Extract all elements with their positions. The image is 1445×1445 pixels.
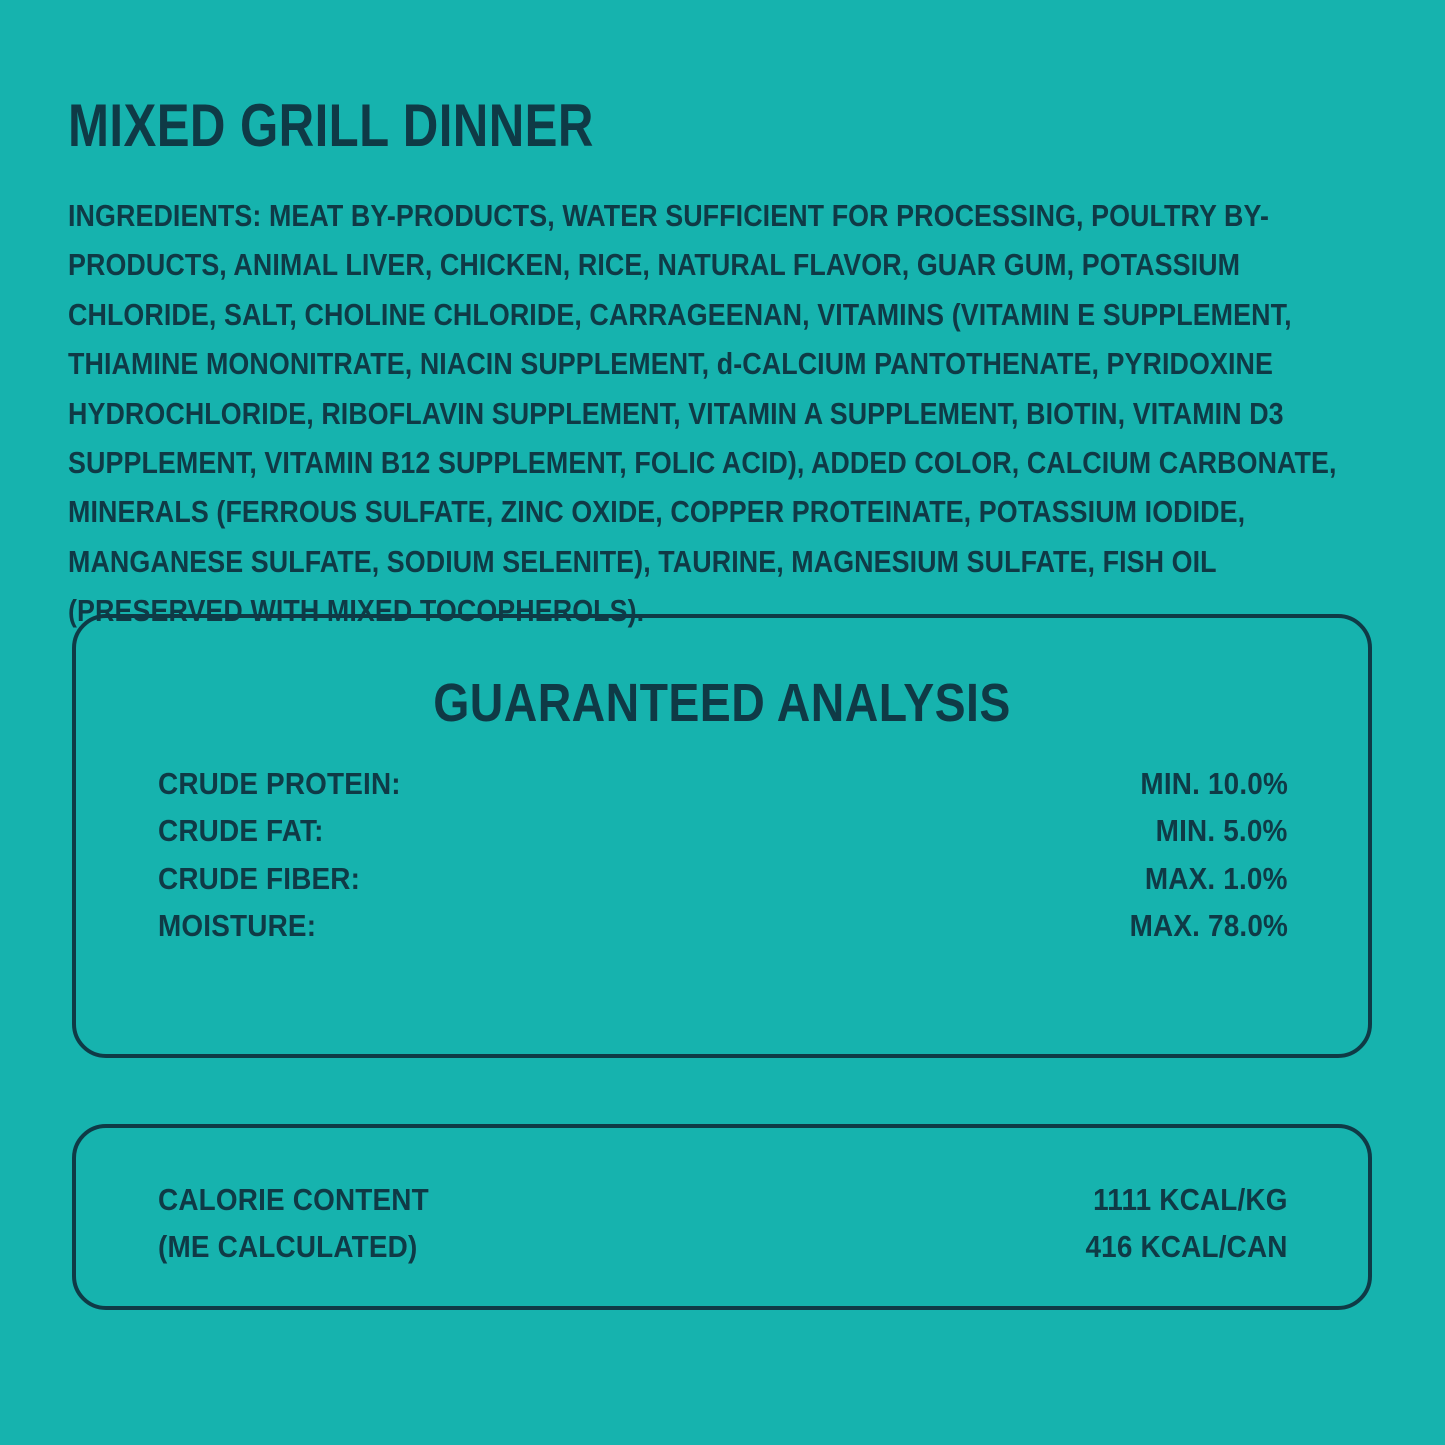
calorie-content-value-line1: 1111 KCAL/KG bbox=[1093, 1182, 1288, 1217]
table-row bbox=[158, 902, 1288, 949]
calorie-content-label bbox=[158, 1176, 429, 1270]
calorie-content-value-line2: 416 KCAL/CAN bbox=[1085, 1229, 1288, 1265]
nutrient-value: MAX. 78.0% bbox=[1129, 908, 1288, 944]
table-row bbox=[158, 855, 1288, 902]
nutrient-value: MAX. 1.0% bbox=[1145, 860, 1288, 896]
calorie-content-label-line1: CALORIE CONTENT bbox=[158, 1182, 429, 1217]
calorie-content-label-line2: (ME CALCULATED) bbox=[158, 1229, 418, 1265]
ingredients-text: INGREDIENTS: MEAT BY-PRODUCTS, WATER SUFFICIENT FOR PROCESSING, POULTRY BY-PRODUCTS, ANIMAL LIVER, CHICKEN, RICE, NATURAL FLAVOR, GUAR GUM, POTASSIUM CHLORIDE, SALT, CHOLINE CHLORIDE, CARRAGEENAN, VITAMINS (VITAMIN E SUPPLEMENT, THIAMINE MONONITRATE, NIACIN SUPPLEMENT, d-CALCIUM PANTOTHENATE, PYRIDOXINE HYDROCHLORIDE, RIBOFLAVIN SUPPLEMENT, VITAMIN A SUPPLEMENT, BIOTIN, VITAMIN D3 SUPPLEMENT, VITAMIN B12 SUPPLEMENT, FOLIC ACID), ADDED COLOR, CALCIUM CARBONATE, MINERALS (FERROUS SULFATE, ZINC OXIDE, COPPER PROTEINATE, POTASSIUM IODIDE, MANGANESE SULFATE, SODIUM SELENITE), TAURINE, MAGNESIUM SULFATE, FISH OIL (PRESERVED WITH MIXED TOCOPHEROLS). bbox=[68, 199, 1337, 629]
nutrient-label: CRUDE FIBER: bbox=[158, 860, 361, 896]
guaranteed-analysis-panel bbox=[72, 614, 1372, 1058]
nutrient-value: MIN. 10.0% bbox=[1140, 766, 1288, 801]
calorie-content-value bbox=[1086, 1176, 1288, 1270]
guaranteed-analysis-title: GUARANTEED ANALYSIS bbox=[433, 673, 1011, 733]
calorie-content-rows bbox=[158, 1176, 1288, 1270]
nutrient-label: MOISTURE: bbox=[158, 908, 317, 944]
table-row bbox=[158, 760, 1288, 807]
nutrient-label: CRUDE PROTEIN: bbox=[158, 766, 401, 801]
calorie-content-panel bbox=[72, 1124, 1372, 1310]
page-title: MIXED GRILL DINNER bbox=[68, 92, 594, 159]
nutrient-label: CRUDE FAT: bbox=[158, 813, 324, 849]
nutrient-value: MIN. 5.0% bbox=[1156, 813, 1288, 849]
guaranteed-analysis-rows bbox=[158, 760, 1288, 950]
table-row bbox=[158, 807, 1288, 854]
